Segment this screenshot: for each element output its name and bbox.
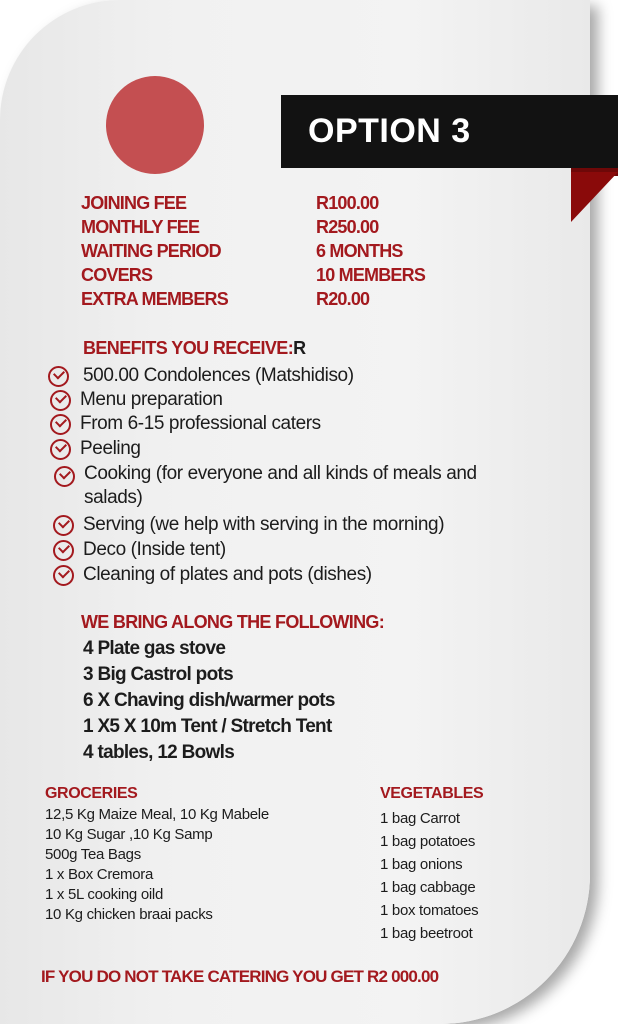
- check-circle-icon: [50, 439, 71, 460]
- grocery-item: 10 Kg Sugar ,10 Kg Samp: [45, 826, 213, 843]
- fee-label: WAITING PERIOD: [81, 241, 221, 261]
- benefit-text: Serving (we help with serving in the morning): [83, 514, 445, 535]
- fee-label: COVERS: [81, 265, 153, 285]
- benefit-text: Peeling: [80, 438, 141, 459]
- benefit-item: [53, 514, 444, 536]
- grocery-item: 1 x Box Cremora: [45, 866, 154, 883]
- bring-item: 4 Plate gas stove: [83, 638, 226, 659]
- fee-value: 10 MEMBERS: [316, 265, 426, 285]
- grocery-item: 1 x 5L cooking oild: [45, 886, 163, 903]
- fee-value: R20.00: [316, 289, 370, 309]
- fee-row: [81, 239, 425, 263]
- benefit-text: Deco (Inside tent): [83, 539, 226, 560]
- ribbon-fold: [571, 172, 618, 222]
- grocery-item: 10 Kg chicken braai packs: [45, 906, 213, 923]
- bring-heading: WE BRING ALONG THE FOLLOWING:: [81, 612, 384, 632]
- check-circle-icon: [53, 515, 74, 536]
- fee-label: MONTHLY FEE: [81, 217, 200, 237]
- benefit-item: [48, 365, 354, 387]
- grocery-item: 12,5 Kg Maize Meal, 10 Kg Mabele: [45, 806, 269, 823]
- benefit-text: 500.00 Condolences (Matshidiso): [83, 365, 354, 386]
- check-circle-icon: [53, 565, 74, 586]
- fee-row: [81, 191, 425, 215]
- vegetable-item: 1 box tomatoes: [380, 902, 479, 919]
- check-circle-icon: [53, 540, 74, 561]
- groceries-heading: GROCERIES: [45, 785, 138, 802]
- benefits-heading: [83, 338, 306, 359]
- vegetables-heading: VEGETABLES: [380, 785, 484, 802]
- benefit-text: Cleaning of plates and pots (dishes): [83, 564, 372, 585]
- benefit-item: [50, 413, 321, 435]
- fee-label: JOINING FEE: [81, 193, 187, 213]
- benefit-text: From 6-15 professional caters: [80, 413, 321, 434]
- benefit-item: [54, 462, 504, 510]
- benefit-item: [53, 539, 226, 561]
- fee-value: R100.00: [316, 193, 379, 213]
- fee-label: EXTRA MEMBERS: [81, 289, 228, 309]
- fee-row: [81, 263, 425, 287]
- bring-item: 1 X5 X 10m Tent / Stretch Tent: [83, 716, 332, 737]
- benefit-item: [50, 389, 223, 411]
- option-banner: OPTION 3: [281, 95, 618, 168]
- benefit-text: Menu preparation: [80, 389, 223, 410]
- benefit-text: Cooking (for everyone and all kinds of meals and salads): [84, 463, 477, 508]
- vegetables-list: [380, 807, 478, 945]
- bring-list: [83, 636, 335, 766]
- check-circle-icon: [50, 414, 71, 435]
- fee-value: 6 MONTHS: [316, 241, 403, 261]
- vegetable-item: 1 bag onions: [380, 856, 463, 873]
- vegetable-item: 1 bag beetroot: [380, 925, 473, 942]
- benefits-title-suffix: R: [293, 338, 306, 358]
- vegetable-item: 1 bag cabbage: [380, 879, 476, 896]
- bring-item: 6 X Chaving dish/warmer pots: [83, 690, 335, 711]
- catering-footer-note: IF YOU DO NOT TAKE CATERING YOU GET R2 000.00: [41, 967, 439, 986]
- vegetable-item: 1 bag potatoes: [380, 833, 476, 850]
- groceries-list: [45, 805, 269, 925]
- fee-table: [81, 191, 425, 311]
- decorative-circle: [106, 76, 204, 174]
- benefit-item: [53, 564, 372, 586]
- check-circle-icon: [50, 390, 71, 411]
- fee-row: [81, 215, 425, 239]
- benefit-item: [50, 438, 141, 460]
- vegetable-item: 1 bag Carrot: [380, 810, 460, 827]
- check-circle-icon: [54, 466, 75, 487]
- benefits-title: BENEFITS YOU RECEIVE:: [83, 338, 294, 358]
- fee-value: R250.00: [316, 217, 379, 237]
- grocery-item: 500g Tea Bags: [45, 846, 141, 863]
- bring-item: 4 tables, 12 Bowls: [83, 742, 235, 763]
- bring-item: 3 Big Castrol pots: [83, 664, 233, 685]
- fee-row: [81, 287, 425, 311]
- check-circle-icon: [48, 366, 69, 387]
